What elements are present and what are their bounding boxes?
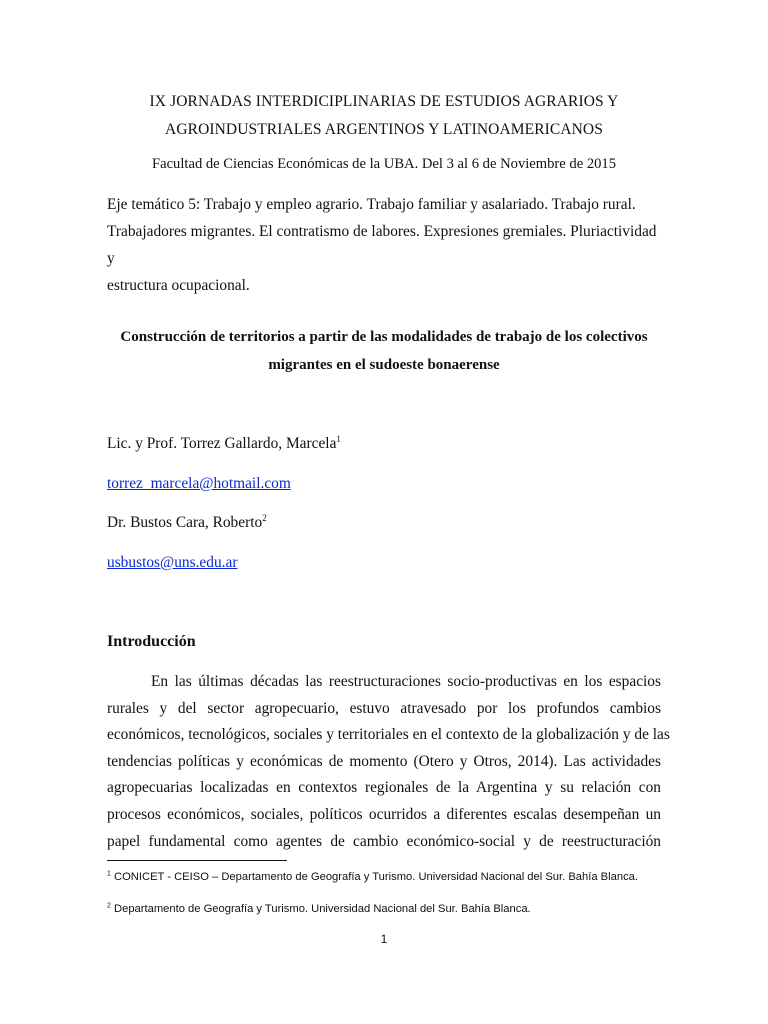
paper-title (107, 323, 661, 379)
theme-axis-line-1: Eje temático 5: Trabajo y empleo agrario. Trabajo familiar y asalariado. Trabajo rural. (107, 196, 636, 213)
conference-title-line-1: IX JORNADAS INTERDICIPLINARIAS DE ESTUDIOS AGRARIOS Y (149, 93, 619, 110)
conference-title-line-2: AGROINDUSTRIALES ARGENTINOS Y LATINOAMERICANOS (165, 121, 603, 138)
body-line: económicos, tecnológicos, sociales y territoriales en el contexto de la globalización y de las (107, 726, 670, 744)
conference-title (107, 88, 661, 144)
footnote-divider (107, 860, 287, 861)
author-1-name: Lic. y Prof. Torrez Gallardo, Marcela$^1$ (107, 433, 341, 452)
body-line: tendencias políticas y económicas de momento (Otero y Otros, 2014). Las actividades (107, 752, 661, 770)
introduction-body (107, 669, 670, 855)
paper-title-line-1: Construcción de territorios a partir de las modalidades de trabajo de los colectivos (120, 329, 648, 345)
footnote-2 (107, 902, 531, 916)
author-2-name: Dr. Bustos Cara, Roberto$^2$ (107, 512, 267, 531)
author-1-footnote-mark: 1 (336, 433, 341, 444)
body-line: rurales y del sector agropecuario, estuvo atravesado por los profundos cambios (107, 699, 661, 717)
footnote-2-mark: 2 (107, 902, 111, 910)
author-2-footnote-mark: 2 (262, 512, 267, 523)
author-1-email-link[interactable]: torrez_marcela@hotmail.com (107, 475, 291, 492)
author-2-email-link[interactable]: usbustos@uns.edu.ar (107, 554, 238, 571)
theme-axis (107, 191, 661, 299)
paper-title-line-2: migrantes en el sudoeste bonaerense (268, 357, 500, 373)
page-number: 1 (380, 932, 388, 946)
body-line: procesos económicos, sociales, políticos ocurridos a diferentes escalas desempeñan un (107, 805, 661, 823)
body-line: En las últimas décadas las reestructuraciones socio-productivas en los espacios (151, 673, 661, 690)
footnote-1 (107, 870, 638, 884)
body-line: papel fundamental como agentes de cambio económico-social y de reestructuración (107, 832, 661, 850)
theme-axis-line-3: estructura ocupacional. (107, 277, 250, 294)
footnote-1-mark: 1 (107, 870, 111, 878)
theme-axis-line-2: Trabajadores migrantes. El contratismo de labores. Expresiones gremiales. Pluriactividad y (107, 223, 657, 267)
conference-venue: Facultad de Ciencias Económicas de la UBA. Del 3 al 6 de Noviembre de 2015 (151, 156, 617, 172)
body-line: agropecuarias localizadas en contextos regionales de la Argentina y su relación con (107, 779, 661, 797)
introduction-heading: Introducción (107, 633, 196, 650)
footnote-1-text: CONICET - CEISO – Departamento de Geografía y Turismo. Universidad Nacional del Sur. Bahía Blanca. (114, 871, 638, 883)
footnote-2-text: Departamento de Geografía y Turismo. Universidad Nacional del Sur. Bahía Blanca. (114, 903, 531, 915)
